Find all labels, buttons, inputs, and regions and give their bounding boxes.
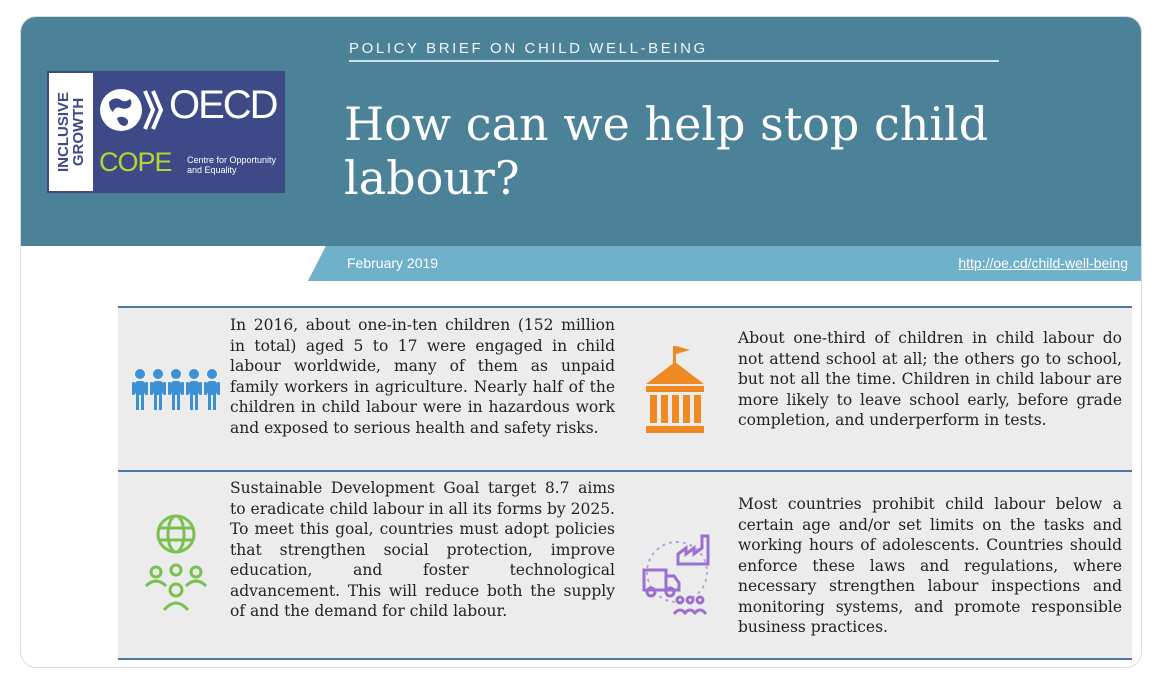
brief-card bbox=[20, 16, 1142, 668]
cope-subtitle-line2: and Equality bbox=[187, 165, 237, 175]
fact-regulation: Most countries prohibit child labour below a certain age and/or set limits on the tasks and working hours of adolescents. Countries should enforce these laws and regulations, where necessary strengthen labour inspections and monitoring systems, and promote responsible business practices. bbox=[738, 495, 1122, 636]
cope-subtitle-line1: Centre for Opportunity bbox=[187, 155, 277, 165]
title-line1: How can we help stop child bbox=[344, 97, 989, 151]
growth-label: GROWTH bbox=[70, 97, 87, 167]
inclusive-growth-badge bbox=[49, 73, 93, 191]
school-building-icon bbox=[644, 344, 706, 440]
title-line2: labour? bbox=[344, 151, 520, 205]
kicker-rule bbox=[349, 60, 999, 62]
publication-date: February 2019 bbox=[347, 255, 439, 271]
oecd-wordmark: OECD bbox=[169, 83, 277, 127]
oecd-cope-logo bbox=[47, 71, 285, 193]
cope-subtitle bbox=[187, 155, 283, 175]
supply-chain-icon bbox=[642, 524, 712, 618]
fact-prevalence: In 2016, about one-in-ten children (152 million in total) aged 5 to 17 were engaged in child labour worldwide, many of them as unpaid family workers in agriculture. Nearly half of the children in child labour were in hazardous work and exposed to serious health and safety risks. bbox=[230, 316, 615, 437]
kicker-text: POLICY BRIEF ON CHILD WELL-BEING bbox=[349, 40, 708, 57]
oecd-globe-icon bbox=[99, 85, 169, 135]
inclusive-label: INCLUSIVE bbox=[55, 91, 72, 173]
panel-divider bbox=[118, 470, 1132, 472]
cope-wordmark: COPE bbox=[99, 147, 172, 177]
brief-link[interactable]: http://oe.cd/child-well-being bbox=[958, 255, 1128, 271]
brief-header bbox=[21, 17, 1141, 281]
fact-sdg-target: Sustainable Development Goal target 8.7 aims to eradicate child labour in all its forms by 2025. To meet this goal, countries must adopt policies that strengthen social protection, improve education, and foster technological advancement. This will reduce both the supply of and the demand for child labour. bbox=[230, 479, 615, 620]
globe-community-icon bbox=[144, 514, 208, 614]
fact-schooling: About one-third of children in child labour do not attend school at all; the others go to school, but not all the time. Children in child labour are more likely to leave school early, before grade completion, and underperform in tests. bbox=[738, 329, 1122, 429]
facts-panel bbox=[118, 306, 1132, 660]
children-group-icon bbox=[132, 368, 222, 416]
page-title bbox=[344, 97, 1064, 205]
